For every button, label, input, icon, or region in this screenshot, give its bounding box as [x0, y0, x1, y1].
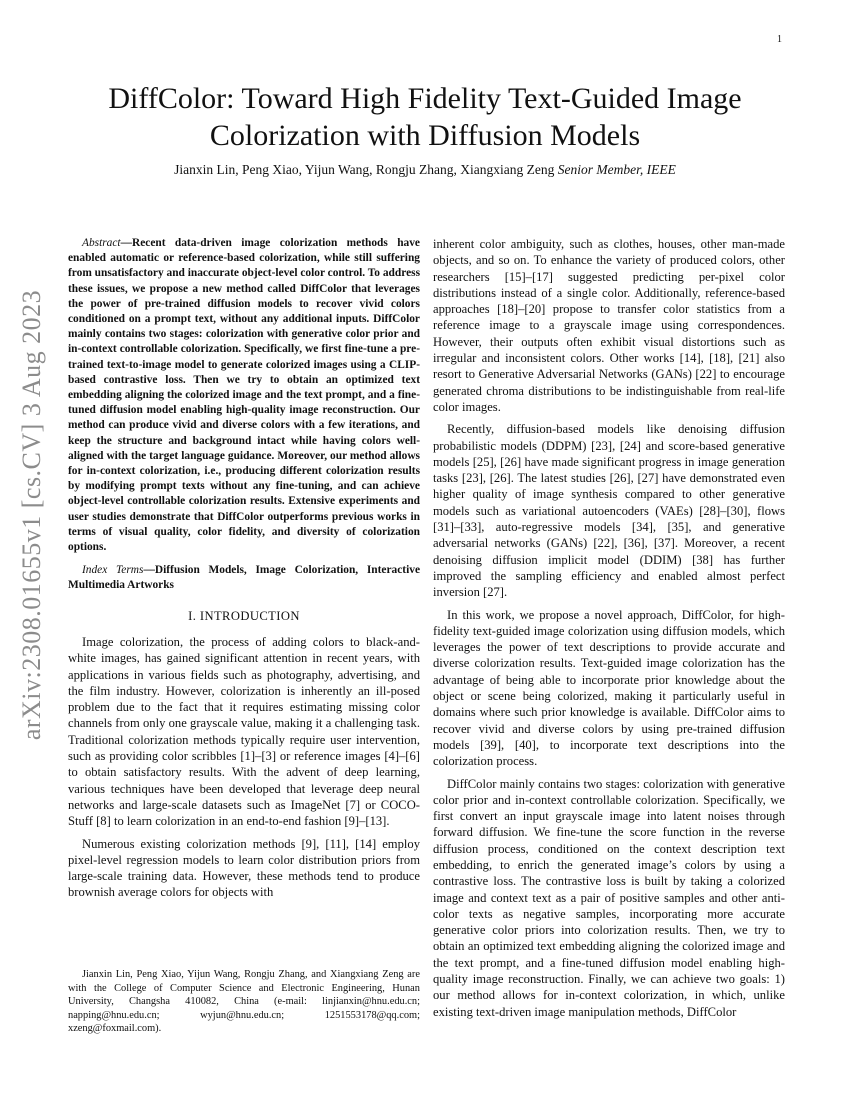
- arxiv-stamp-text: arXiv:2308.01655v1 [cs.CV] 3 Aug 2023: [17, 289, 47, 741]
- intro-paragraph-2: Numerous existing colorization methods [9], [11], [14] employ pixel-level regression models to learn color distribution priors from large-scale training data. However, these methods tend to produce brownish average colors for objects with: [68, 836, 420, 900]
- index-terms: [68, 563, 420, 593]
- index-terms-label: Index Terms: [82, 564, 144, 577]
- left-column: [68, 236, 420, 907]
- title-line-1: DiffColor: Toward High Fidelity Text-Guided Image: [108, 82, 742, 115]
- right-column: [433, 236, 785, 1026]
- index-terms-text: —Diffusion Models, Image Colorization, Interactive Multimedia Artworks: [68, 564, 420, 592]
- section-heading-introduction: [68, 608, 420, 624]
- right-paragraph-4: DiffColor mainly contains two stages: colorization with generative color prior and in-context controllable colorization. Specifically, we first convert an input grayscale image into latent noises through forward diffusion. We fine-tune the score function in the reverse diffusion process, conditioned on the context description text embedding, to enrich the generated image’s colors by using a contrastive loss. The contrastive loss is built by taking a colorized image and context text as a pair of positive samples and other anti-color texts as negative samples, incorporating more accurate generative color priors into colorization results. Then, we try to obtain an optimized text embedding aligning the colorized image and the text prompt, and a fine-tuned diffusion model enabling high-quality image reconstruction. Finally, we can achieve two goals: 1) our method allows for in-context colorization, in which, unlike existing text-driven image manipulation methods, DiffColor: [433, 776, 785, 1019]
- abstract: [68, 236, 420, 555]
- footnote-text: Jianxin Lin, Peng Xiao, Yijun Wang, Rongju Zhang, and Xiangxiang Zeng are with the College of Computer Science and Electronic Engineering, Hunan University, Changsha 410082, China (e-mail: linjianxin@hnu.edu.cn; napping@hnu.edu.cn; wyjun@hnu.edu.cn; 1251553178@qq.com; xzeng@foxmail.com).: [68, 969, 420, 1035]
- author-note: Senior Member, IEEE: [557, 162, 676, 177]
- abstract-text: —Recent data-driven image colorization methods have enabled automatic or reference-based colorization, while still suffering from unsatisfactory and inaccurate object-level color control. To address these issues, we propose a new method called DiffColor that leverages the power of pre-trained diffusion models to recover vivid colors conditioned on a prompt text, without any additional inputs. DiffColor mainly contains two stages: colorization with generative color prior and in-context controllable colorization. Specifically, we first fine-tune a pre-trained text-to-image model to generate colorized images using a CLIP-based contrastive loss. Then we try to obtain an optimized text embedding aligning the colorized image and the text prompt, and a fine-tuned diffusion model enabling high-quality image reconstruction. Our method can produce vivid and diverse colors with a few iterations, and keep the structure and background intact while having colors well-aligned with the target language guidance. Moreover, our method allows for in-context colorization, i.e., producing different colorization results by modifying prompt texts without any fine-tuning, and can achieve object-level controllable colorization results. Extensive experiments and user studies demonstrate that DiffColor outperforms previous works in terms of visual quality, color fidelity, and diversity of colorization options.: [68, 237, 420, 554]
- section-title-rest: NTRODUCTION: [204, 608, 300, 623]
- right-paragraph-3: In this work, we propose a novel approach, DiffColor, for high-fidelity text-guided image colorization using diffusion models, which leverages the power of text descriptions to provide accurate and diverse colorization results. Text-guided image colorization has the advantage of being able to incorporate prior knowledge about the object or scene being colorized, making it particularly useful in domains where such prior knowledge is available. DiffColor aims to recover vivid and diverse colors by using pre-trained diffusion models [39], [40], to incorporate text descriptions into the colorization process.: [433, 607, 785, 769]
- section-first-letter: I: [199, 608, 205, 623]
- page-number: 1: [777, 34, 782, 45]
- title-line-2: Colorization with Diffusion Models: [209, 119, 641, 152]
- right-paragraph-1: inherent color ambiguity, such as clothes, houses, other man-made objects, and so on. To enhance the variety of produced colors, other researchers [15]–[17] suggested predicting per-pixel color distributions instead of a single color. Additionally, reference-based approaches [18]–[20] propose to transfer color statistics from a reference image to a grayscale image using correspondences. However, their outputs often exhibit visual distortions such as irregular and inconsistent colors. Other works [14], [18], [21] also resort to Generative Adversarial Networks (GANs) [22] to encourage generated chroma distributions to be indistinguishable from real-life color images.: [433, 237, 785, 414]
- arxiv-stamp: [12, 289, 52, 741]
- right-paragraph-2: Recently, diffusion-based models like denoising diffusion probabilistic models (DDPM) [23], [24] and score-based generative models [25], [26] have made significant progress in image generation tasks [23], [26]. The latest studies [26], [27] have demonstrated even higher quality of image synthesis compared to other generative models such as variational autoencoders (VAEs) [28]–[30], flows [31]–[33], auto-regressive models [34], [35], and generative adversarial networks (GANs) [22], [36], [37]. Moreover, a recent denoising diffusion implicit model (DDIM) [38] has further improved the sampling efficiency and enabled almost perfect inversion [27].: [433, 422, 785, 600]
- intro-paragraph-1: Image colorization, the process of adding colors to black-and-white images, has gained significant attention in recent years, with applications in various fields such as photography, advertising, and the film industry. However, colorization is inherently an ill-posed problem due to the fact that it requires estimating missing color channels from only one grayscale value, making it a challenging task. Traditional colorization methods typically require user intervention, such as providing color scribbles [1]–[3] or reference images [4]–[6] to obtain satisfactory results. With the advent of deep learning, various techniques have been developed that leverage deep neural networks and large-scale datasets such as ImageNet [7] or COCO-Stuff [8] to learn colorization in an end-to-end fashion [9]–[13].: [68, 634, 420, 829]
- abstract-label: Abstract: [82, 237, 121, 249]
- author-names: Jianxin Lin, Peng Xiao, Yijun Wang, Rongju Zhang, Xiangxiang Zeng: [174, 162, 555, 177]
- paper-title: [60, 80, 790, 154]
- affiliation-footnote: [68, 968, 420, 1036]
- section-number: I.: [188, 608, 200, 623]
- author-line: [60, 162, 790, 178]
